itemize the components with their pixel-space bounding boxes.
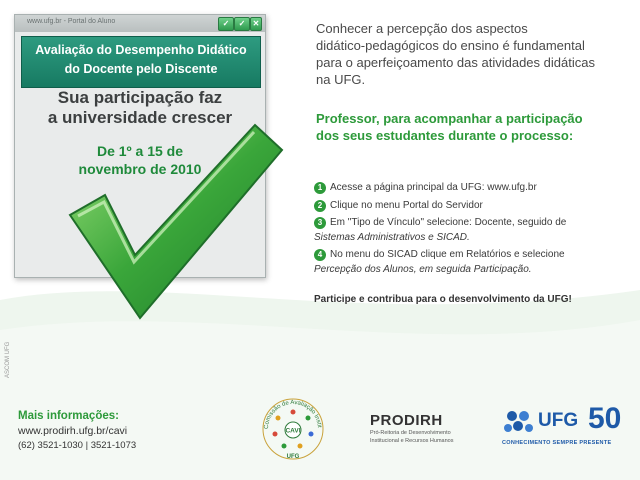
professor-line: Professor, para acompanhar a participação — [316, 111, 583, 126]
step-text: No menu do SICAD clique em Relatórios e selecione — [330, 249, 565, 260]
contact-block — [18, 410, 136, 451]
step-text: Clique no menu Portal do Servidor — [330, 199, 483, 211]
svg-text:Comissão de Avaliação Instituc: Comissão de Avaliação Instit — [263, 399, 322, 430]
intro-line: para o aperfeiçoamento das atividades didáticas — [316, 55, 595, 70]
dates-line-2: novembro de 2010 — [78, 161, 202, 177]
step-item — [314, 199, 630, 214]
ufg-wordmark: UFG — [538, 410, 579, 431]
header-line-1: Avaliação do Desempenho Didático — [35, 43, 247, 57]
step-number-badge: 3 — [314, 217, 326, 229]
minimize-button[interactable]: ✓ — [218, 17, 234, 31]
professor-line: dos seus estudantes durante o processo: — [316, 128, 574, 143]
contact-website-link[interactable]: www.prodirh.ufg.br/cavi — [18, 425, 128, 437]
contact-title: Mais informações: — [18, 410, 119, 422]
dates-line-1: De 1º a 15 de — [96, 143, 184, 159]
cavi-logo — [258, 394, 328, 464]
call-to-action: Participe e contribua para o desenvolvimento da UFG! — [314, 294, 572, 305]
step-number-badge: 4 — [314, 249, 326, 261]
step-text-continued: Percepção dos Alunos, em seguida Participação. — [314, 263, 532, 275]
step-number-badge: 1 — [314, 182, 326, 194]
checkmark-icon — [0, 0, 300, 340]
slogan-line-2: a universidade crescer — [47, 108, 233, 127]
intro-line: na UFG. — [316, 72, 366, 87]
step-number-badge: 2 — [314, 200, 326, 212]
step-item — [314, 181, 630, 196]
prodirh-name: PRODIRH — [370, 412, 443, 429]
prodirh-logo — [370, 412, 478, 445]
intro-line: didático-pedagógicos do ensino é fundamental — [316, 38, 585, 53]
maximize-button[interactable]: ✓ — [234, 17, 250, 31]
svg-text:UFG: UFG — [286, 454, 300, 460]
intro-line: Conhecer a percepção dos aspectos — [316, 21, 528, 36]
header-line-2: do Docente pelo Discente — [64, 62, 218, 76]
ufg-logo — [500, 402, 630, 454]
slogan-line-1: Sua participação faz — [57, 88, 223, 107]
ufg-emblem-icon — [502, 408, 536, 438]
step-item — [314, 248, 630, 277]
prodirh-subtitle-1: Pró-Reitoria de Desenvolvimento — [370, 430, 451, 436]
ufg-tagline: CONHECIMENTO SEMPRE PRESENTE — [502, 440, 612, 446]
side-credit — [1, 338, 11, 378]
step-text-continued: Sistemas Administrativos e SICAD. — [314, 231, 470, 243]
intro-text — [316, 20, 630, 88]
step-text: Acesse a página principal da UFG: www.ufg.br — [330, 182, 537, 193]
ufg-50-anniversary: 50 — [588, 402, 622, 435]
step-item — [314, 216, 630, 245]
svg-text:CAVI: CAVI — [285, 427, 301, 435]
svg-text:ASCOM UFG: ASCOM UFG — [5, 341, 11, 378]
close-button[interactable]: ✕ — [250, 17, 262, 31]
prodirh-subtitle-2: Institucional e Recursos Humanos — [370, 438, 454, 444]
contact-phone: (62) 3521-1030 | 3521-1073 — [18, 440, 137, 451]
professor-heading — [316, 110, 583, 144]
steps-list — [314, 181, 630, 280]
window-url: www.ufg.br - Portal do Aluno — [27, 18, 116, 25]
step-text: Em "Tipo de Vínculo" selecione: Docente, seguido de — [330, 217, 567, 228]
